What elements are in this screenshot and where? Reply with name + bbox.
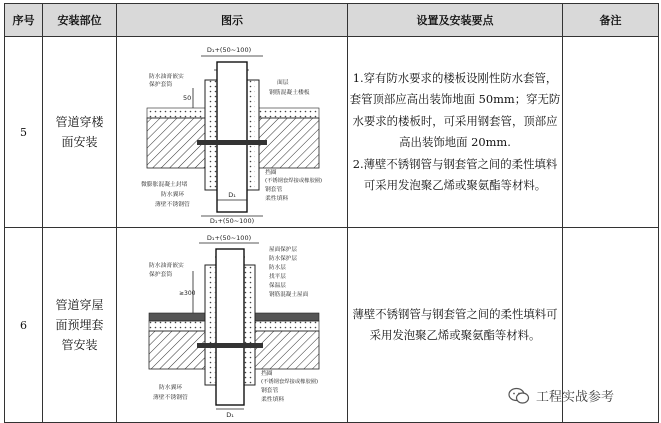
label: 保温层 (269, 283, 286, 289)
part-line: 管道穿楼 (55, 115, 104, 129)
row-index: 5 (5, 37, 43, 228)
flexible-filler (247, 80, 255, 190)
part-line: 管道穿屋 (55, 298, 104, 312)
dim-top: D₁+(50~100) (206, 234, 252, 242)
row-points (348, 37, 563, 228)
waterproof-wing-ring (197, 343, 263, 348)
label: 钢筋混凝土屋面 (269, 292, 309, 298)
watermark (508, 386, 614, 405)
label: (不锈钢套焊接或橡胶圈) (265, 177, 323, 184)
floor-penetration-diagram (117, 37, 348, 228)
label: 屋面保护层 (269, 247, 297, 253)
header-points: 设置及安装要点 (348, 4, 563, 37)
dim-50: 50 (183, 93, 192, 102)
label: 防水层 (269, 265, 286, 271)
label: 找平层 (269, 274, 286, 280)
floor-sleeve-drawing (119, 40, 345, 225)
part-line: 面预埋套 (55, 318, 104, 332)
point-paragraph: 1.穿有防水要求的楼板设刚性防水套管，套管顶部应高出装饰地面 50mm；穿无防水要求的楼板时，可采用钢套管，顶部应高出装饰地面 20mm. (349, 70, 561, 149)
watermark-text: 工程实战参考 (536, 390, 615, 405)
label: 挡圈 (261, 371, 273, 377)
header-figure: 图示 (117, 4, 348, 37)
flexible-filler (244, 265, 252, 385)
label: 钢筋混凝土楼板 (269, 89, 310, 96)
part-line: 面安装 (61, 135, 98, 149)
roof-sleeve-drawing (119, 231, 345, 419)
label: 柔性填料 (261, 397, 285, 403)
table-header-row (5, 4, 659, 37)
row-index: 6 (5, 228, 43, 423)
wechat-icon (508, 387, 530, 405)
label: 挡圈 (265, 169, 277, 176)
label: 防水油膏嵌实 (149, 263, 184, 269)
header-remarks: 备注 (563, 4, 659, 37)
dim-bottom: D₁ (226, 411, 234, 419)
table-row (5, 37, 659, 228)
label: 薄壁不锈钢管 (153, 395, 188, 401)
label: 钢套管 (265, 186, 283, 193)
label: 柔性填料 (265, 195, 289, 202)
label: 薄壁不锈钢管 (155, 201, 190, 208)
point-paragraph: 2.薄壁不锈钢管与钢套管之间的柔性填料可采用发泡聚乙烯或聚氨酯等材料。 (352, 156, 558, 192)
header-index: 序号 (5, 4, 43, 37)
label: 钢套管 (261, 388, 279, 394)
stainless-pipe (217, 62, 247, 212)
label: 微膨胀混凝土封堵 (141, 181, 188, 188)
row-remarks (563, 37, 659, 228)
label: 保护套筒 (149, 81, 173, 88)
stainless-pipe (216, 249, 244, 405)
label: (不锈钢套焊接或橡胶圈) (261, 379, 319, 385)
installation-spec-table (4, 3, 659, 423)
label: 保护套筒 (149, 272, 173, 278)
dim-bottom-inner: D₁ (228, 190, 236, 199)
dim-side: ≥300 (179, 290, 196, 297)
flexible-filler (208, 265, 216, 385)
flexible-filler (209, 80, 217, 190)
point-paragraph: 薄壁不锈钢管与钢套管之间的柔性填料可采用发泡聚乙烯或聚氨酯等材料。 (352, 306, 558, 342)
label: 面层 (277, 79, 289, 86)
row-part (43, 228, 117, 423)
waterproof-wing-ring (197, 140, 267, 145)
roof-penetration-diagram (117, 228, 348, 423)
label: 防水翼环 (159, 385, 183, 391)
label: 防水保护层 (269, 256, 297, 262)
row-part (43, 37, 117, 228)
header-part: 安装部位 (43, 4, 117, 37)
dim-top: D₁+(50~100) (206, 45, 252, 54)
part-line: 管安装 (61, 338, 98, 352)
dim-bottom: D₁+(50~100) (209, 216, 255, 225)
label: 防水油膏嵌实 (149, 73, 184, 80)
label: 防水翼环 (161, 191, 185, 198)
